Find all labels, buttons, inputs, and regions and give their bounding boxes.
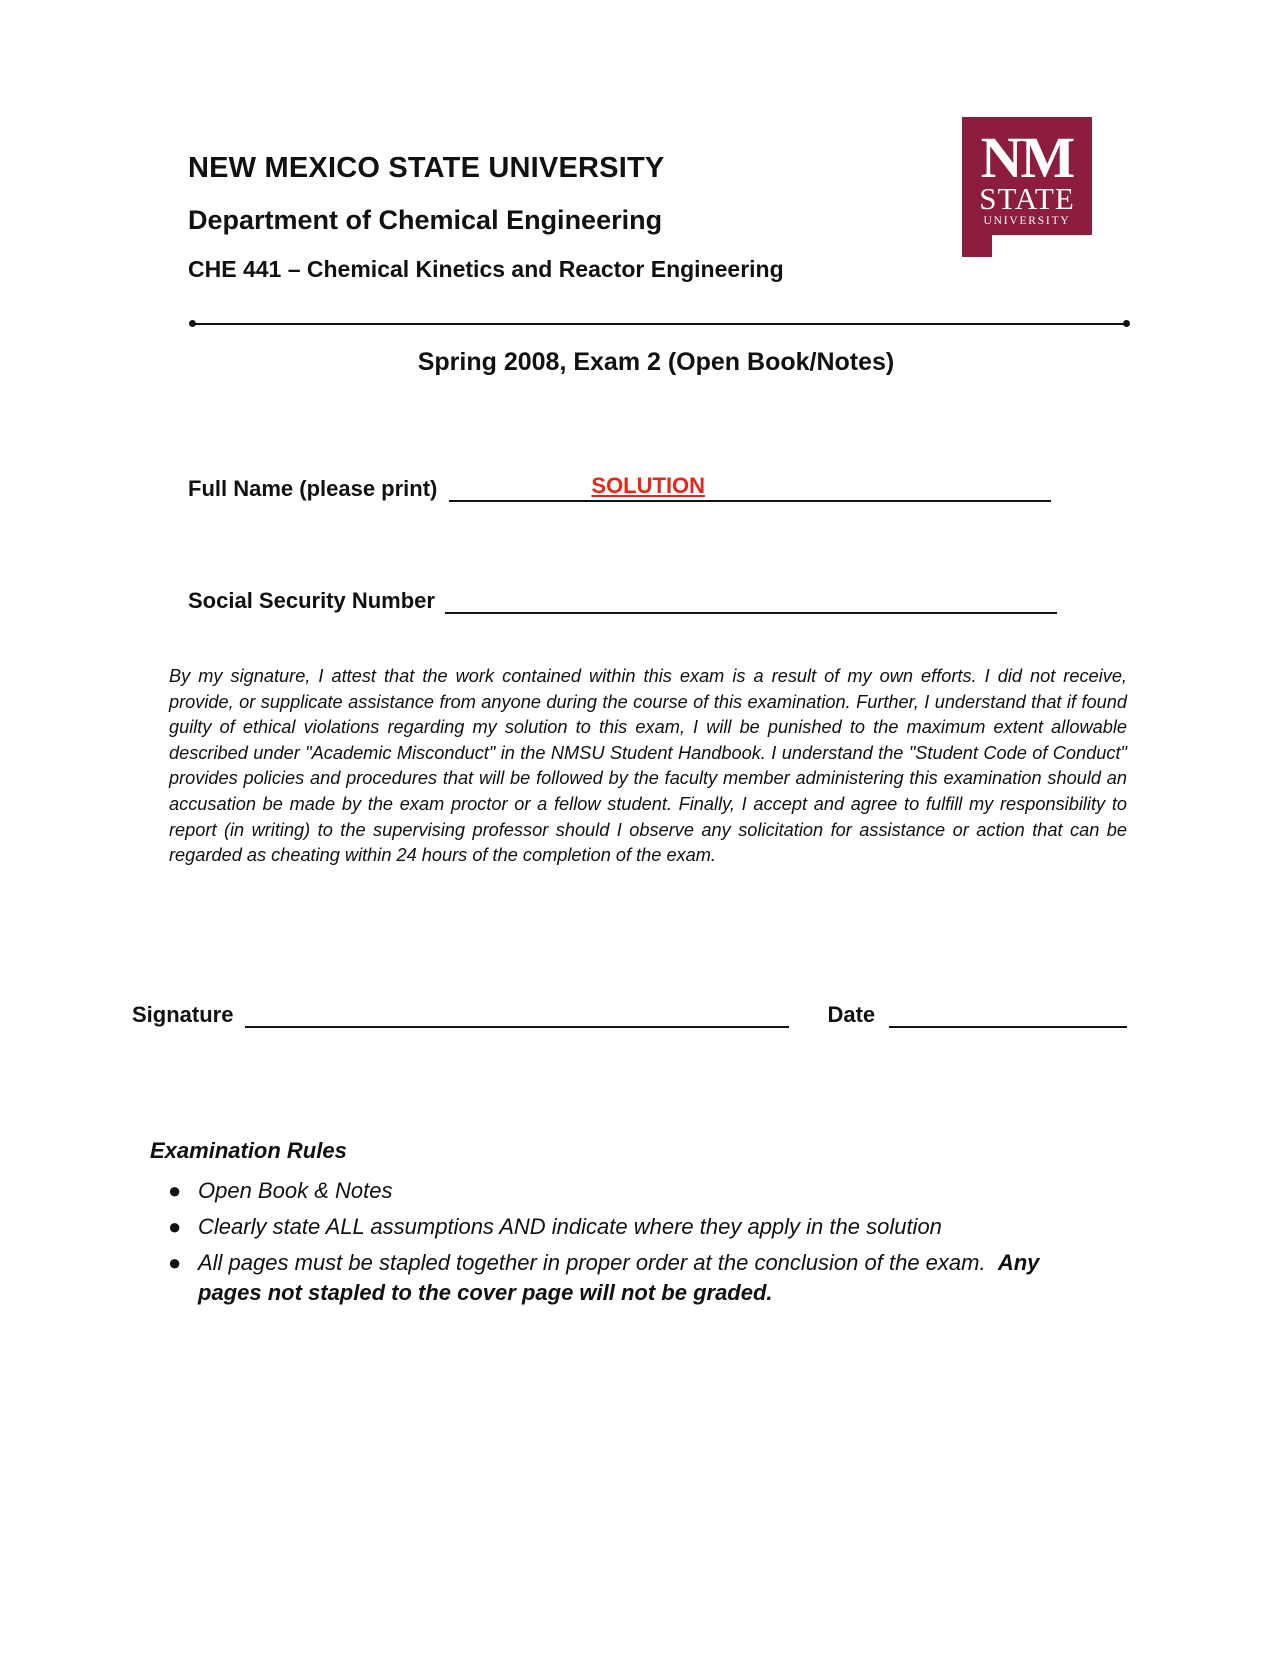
attestation-statement: By my signature, I attest that the work contained within this exam is a result of my own efforts. I did not receive, provide, or supplicate assistance from anyone during the course of this examination. Further, I understand that if found guilty of ethical violations regarding my solution to this exam, I will be punished to the maximum extent allowable described under "Academic Misconduct" in the NMSU Student Handbook. I understand the "Student Code of Conduct" provides policies and procedures that will be followed by the faculty member administering this examination should an accusation be made by the exam proctor or a fellow student. Finally, I accept and agree to fulfill my responsibility to report (in writing) to the supervising professor should I observe any solicitation for assistance or action that can be regarded as cheating within 24 hours of the completion of the exam.: [169, 666, 1127, 866]
logo-text-state: STATE: [979, 181, 1075, 216]
name-value: SOLUTION: [591, 473, 706, 498]
logo-text-university: UNIVERSITY: [983, 215, 1071, 227]
rule-item: [168, 1176, 1088, 1206]
ssn-field-row: [188, 588, 1057, 614]
header-divider: [192, 323, 1126, 325]
bullet-icon: ●: [168, 1178, 182, 1203]
divider-endpoint-left: [189, 320, 196, 327]
rule-item: [168, 1248, 1088, 1308]
ssn-label: Social Security Number: [188, 588, 435, 613]
date-field[interactable]: [889, 1004, 1127, 1028]
rules-heading: Examination Rules: [150, 1138, 347, 1163]
signature-row: [132, 1002, 1127, 1028]
logo-text-nm: NM: [980, 125, 1074, 190]
signature-field[interactable]: [245, 1004, 789, 1028]
divider-endpoint-right: [1123, 320, 1130, 327]
rule-item: [168, 1212, 1088, 1242]
rule-text: All pages must be stapled together in proper order at the conclusion of the exam.: [198, 1250, 998, 1275]
bullet-icon: ●: [168, 1250, 182, 1275]
exam-title: Spring 2008, Exam 2 (Open Book/Notes): [417, 348, 895, 376]
ssn-field[interactable]: [445, 590, 1057, 614]
signature-label: Signature: [132, 1002, 234, 1027]
course-title: CHE 441 – Chemical Kinetics and Reactor Engineering: [188, 256, 784, 282]
date-label: Date: [827, 1002, 876, 1027]
name-field[interactable]: [449, 473, 1051, 502]
name-field-row: [188, 473, 1051, 502]
rules-list: [168, 1176, 1088, 1314]
name-label: Full Name (please print): [188, 476, 438, 501]
rule-text-emphasis: Any pages not stapled to the cover page will not be graded.: [198, 1250, 1040, 1305]
bullet-icon: ●: [168, 1214, 182, 1239]
university-name: NEW MEXICO STATE UNIVERSITY: [188, 152, 665, 184]
rule-text: Clearly state ALL assumptions AND indicate where they apply in the solution: [198, 1214, 942, 1239]
rule-text: Open Book & Notes: [198, 1178, 393, 1203]
nmsu-logo: [962, 117, 1092, 265]
department-name: Department of Chemical Engineering: [188, 205, 663, 235]
